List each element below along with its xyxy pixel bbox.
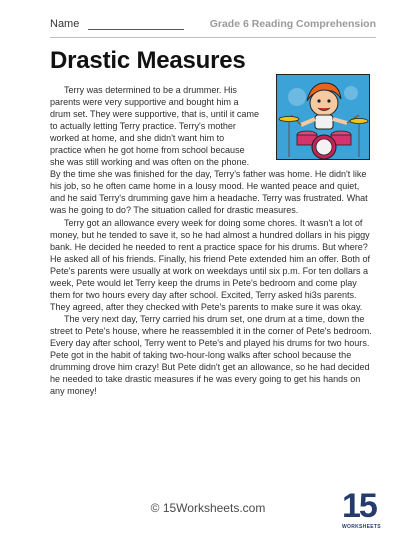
wrapped-line: Terry was determined to be a drummer. His bbox=[64, 85, 237, 95]
wrapped-line: to actually letting Terry practice. Terry's mother bbox=[50, 121, 236, 132]
worksheets-logo bbox=[340, 488, 384, 536]
logo-word: WORKSHEETS bbox=[342, 524, 381, 530]
wrapped-line: drum set. They were supportive, that is, until it came bbox=[50, 109, 260, 120]
wrapped-line: parents were very supportive and bought him a bbox=[50, 97, 239, 108]
worksheet-header bbox=[50, 18, 376, 34]
paragraph-2: Terry got an allowance every week for doing some chores. It wasn't a lot of money, but he tended to save it, so he had almost a hundred dollars in his piggy bank. He decided he needed to rent a practice space for his drums. But where? He asked all of his friends. Finally, his friend Pete extended him an offer. Both of Pete's parents were usually at work on weekdays until six p.m. For ten dollars a week, Pete would let Terry keep the drums in Pete's bedroom and come play them for two hours every day after school. Excited, Terry asked hi3s parents. They agreed, after they checked with Pete's parents to make sure it was okay. bbox=[50, 217, 371, 312]
header-divider bbox=[50, 37, 376, 38]
worksheet-subject-title: Grade 6 Reading Comprehension bbox=[209, 18, 376, 30]
name-blank-line[interactable] bbox=[88, 29, 184, 30]
logo-number: 15 bbox=[342, 487, 376, 525]
wrapped-line: worked at home, and she didn't want him to bbox=[50, 133, 225, 144]
paragraph-3: The very next day, Terry carried his drum set, one drum at a time, down the street to Pete's house, where he reassembled it in the corner of Pete's bedroom. Every day after school, Terry went to Pete's and played his drums for two hours. Pete got in the habit of taking two-hour-long walks after school because the drumming drove him crazy! But Pete didn't get an allowance, so he had decided he needed to take drastic measures if he was every going to get his hands on any money! bbox=[50, 313, 372, 397]
wrapped-line: she was still working and was often on the phone. bbox=[50, 157, 250, 168]
paragraph-1 bbox=[50, 84, 376, 217]
name-label: Name bbox=[50, 18, 80, 30]
copyright-text: © 15Worksheets.com bbox=[150, 501, 266, 515]
story-title: Drastic Measures bbox=[50, 47, 246, 74]
paragraph-1-continued: By the time she was finished for the day, Terry's father was home. He didn't like his job, so he often came home in a lousy mood. He wanted peace and quiet, and he said Terry's drumming gave him a headache. Terry was frustrated. What was he going to do? The situation called for drastic measures. bbox=[50, 169, 368, 216]
wrapped-line: practice when he got home from school because bbox=[50, 145, 245, 156]
story-body bbox=[50, 84, 376, 397]
